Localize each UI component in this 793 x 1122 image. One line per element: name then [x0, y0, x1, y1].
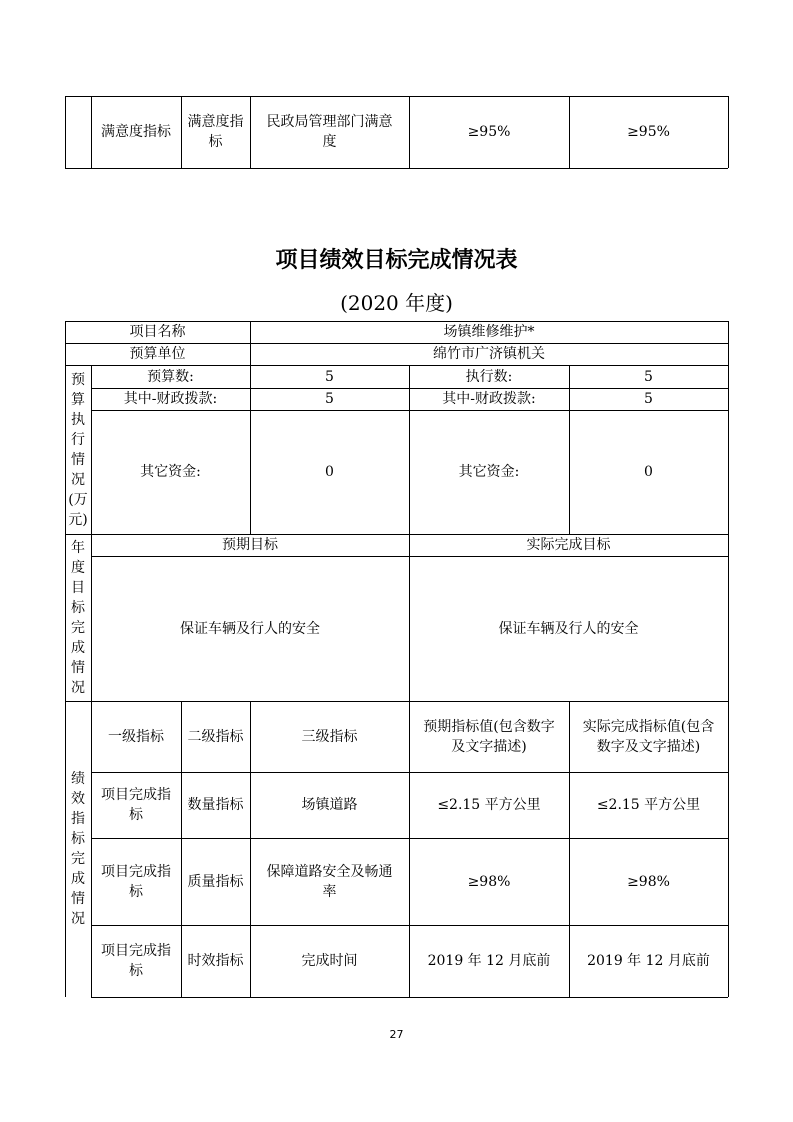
header-actual: 实际完成指标值(包含 数字及文字描述)	[582, 718, 715, 755]
page-title: 项目绩效目标完成情况表	[275, 248, 518, 273]
fiscal-executed-label: 其中-财政拨款:	[442, 391, 536, 407]
row1-expected: ≤2.15 平方公里	[437, 797, 541, 813]
other-budget-label: 其它资金:	[140, 464, 201, 480]
expected-goal-label: 预期目标	[222, 537, 278, 553]
perf-section-label: 绩效指标完成情况	[71, 771, 85, 927]
prev-row-level2: 满意度指 标	[187, 114, 244, 150]
annual-section-label: 年度目标完成情况	[71, 539, 85, 696]
row3-level2: 时效指标	[187, 953, 244, 969]
prev-row-level1: 满意度指标	[101, 124, 171, 140]
row1-level3: 场镇道路	[301, 797, 358, 813]
budget-unit-label: 预算单位	[129, 346, 186, 362]
other-executed-value: 0	[644, 464, 653, 480]
budget-unit-value: 绵竹市广济镇机关	[433, 346, 545, 362]
prev-row-actual: ≥95%	[627, 124, 670, 140]
actual-goal-label: 实际完成目标	[526, 537, 611, 553]
header-level2: 二级指标	[187, 728, 244, 745]
fiscal-budget-label: 其中-财政拨款:	[123, 391, 218, 407]
project-name-value: 场镇维修维护*	[443, 324, 535, 340]
row2-expected: ≥98%	[467, 873, 511, 890]
project-name-label: 项目名称	[129, 324, 186, 340]
fiscal-budget-value: 5	[325, 391, 334, 407]
actual-goal-value: 保证车辆及行人的安全	[498, 620, 639, 637]
row3-level3: 完成时间	[301, 953, 358, 969]
row1-level1: 项目完成指 标	[101, 787, 171, 823]
fiscal-executed-value: 5	[644, 391, 653, 407]
row1-level2: 数量指标	[187, 797, 244, 813]
row2-level1: 项目完成指 标	[101, 863, 171, 900]
expected-goal-value: 保证车辆及行人的安全	[180, 620, 320, 637]
row2-actual: ≥98%	[627, 873, 670, 890]
row3-expected: 2019 年 12 月底前	[427, 953, 551, 969]
page-subtitle: (2020 年度)	[340, 291, 453, 315]
header-level1: 一级指标	[108, 728, 164, 745]
row3-level1: 项目完成指 标	[101, 943, 171, 979]
executed-value: 5	[644, 368, 653, 385]
header-expected: 预期指标值(包含数字 及文字描述)	[423, 718, 555, 755]
row2-level3: 保障道路安全及畅通 率	[266, 863, 393, 900]
row2-level2: 质量指标	[187, 873, 244, 890]
other-executed-label: 其它资金:	[458, 464, 520, 480]
budget-amount-value: 5	[325, 368, 334, 385]
executed-label: 执行数:	[465, 368, 513, 385]
prev-row-expected: ≥95%	[467, 124, 511, 140]
row1-actual: ≤2.15 平方公里	[596, 797, 701, 813]
other-budget-value: 0	[325, 464, 334, 480]
prev-row-level3: 民政局管理部门满意 度	[266, 114, 393, 150]
budget-section-label: 预算执行情况(万元)	[68, 371, 88, 528]
page-number: 27	[389, 1028, 404, 1041]
header-level3: 三级指标	[301, 728, 358, 745]
budget-amount-label: 预算数:	[147, 368, 194, 385]
row3-actual: 2019 年 12 月底前	[587, 953, 710, 969]
